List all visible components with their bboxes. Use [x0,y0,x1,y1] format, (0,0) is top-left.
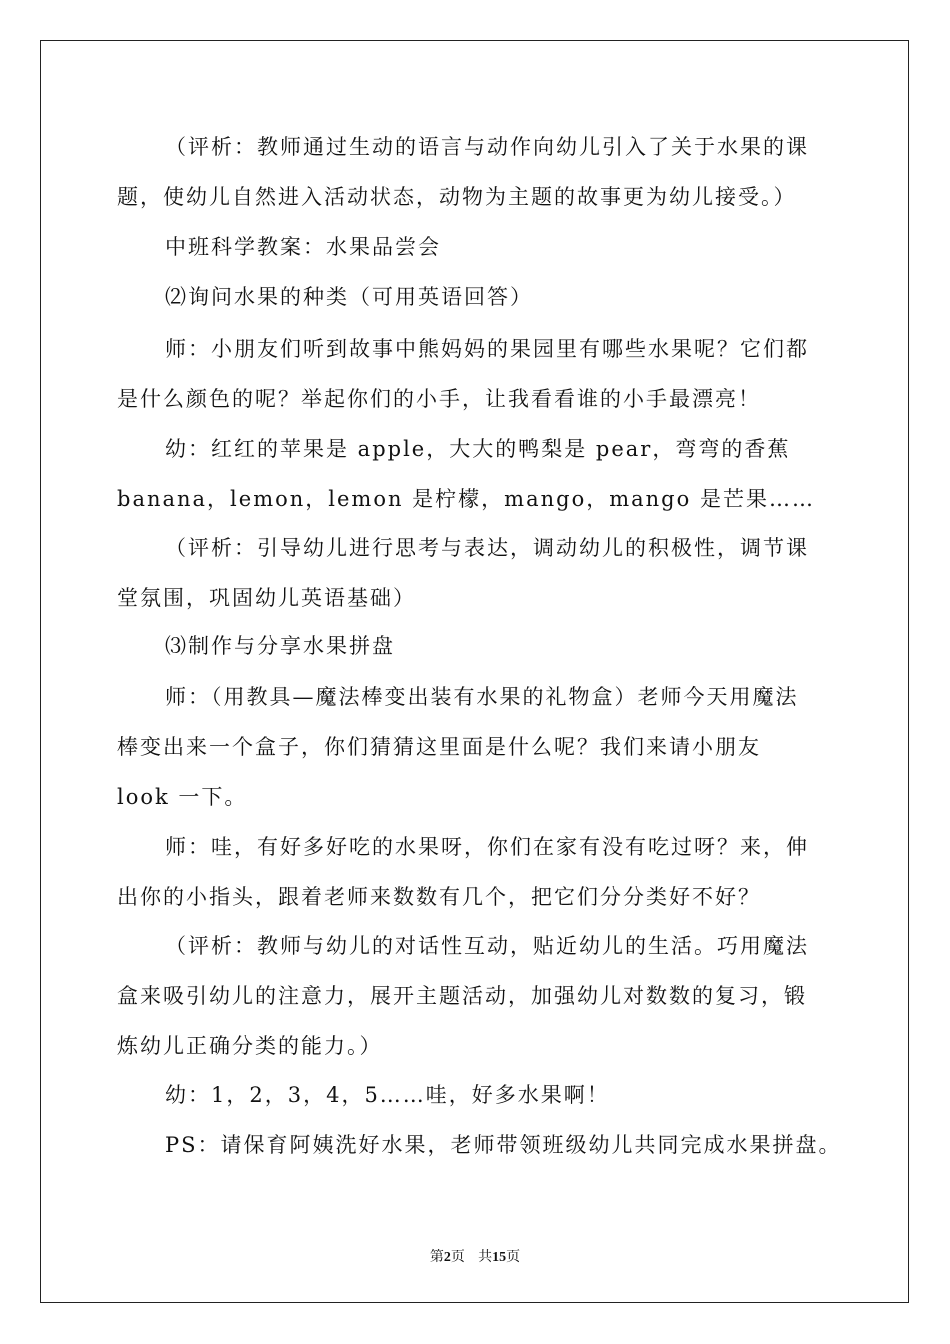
paragraph-teacher-magic-box [117,672,837,822]
paragraph-line: banana，lemon，lemon 是柠檬，mango，mango 是芒果…… [117,487,815,511]
paragraph-line: 题，使幼儿自然进入活动状态，动物为主题的故事更为幼儿接受。） [117,185,797,209]
footer-page-suffix: 页 [450,1249,465,1265]
paragraph-line: 是什么颜色的呢？举起你们的小手，让我看看谁的小手最漂亮！ [117,387,761,411]
paragraph-teacher-question [117,324,837,424]
paragraph-line: （评析：教师通过生动的语言与动作向幼儿引入了关于水果的课 [165,135,809,159]
paragraph-line: （评析：引导幼儿进行思考与表达，调动幼儿的积极性，调节课 [165,536,809,560]
paragraph-line: 幼：红红的苹果是 apple，大大的鸭梨是 pear，弯弯的香蕉 [165,437,791,461]
paragraph-line: 出你的小指头，跟着老师来数数有几个，把它们分分类好不好？ [117,885,761,909]
footer-total-pages: 15 [492,1250,507,1265]
paragraph-line: 师：（用教具—魔法棒变出装有水果的礼物盒）老师今天用魔法 [165,685,799,709]
paragraph-line: ⑶制作与分享水果拼盘 [165,634,395,658]
section-heading-2 [117,272,837,322]
paragraph-line: 堂氛围，巩固幼儿英语基础） [117,586,416,610]
footer-page-prefix: 第 [429,1249,444,1265]
paragraph-line: 盒来吸引幼儿的注意力，展开主题活动，加强幼儿对数数的复习，锻 [117,984,807,1008]
paragraph-line: 棒变出来一个盒子，你们猜猜这里面是什么呢？我们来请小朋友 [117,735,761,759]
paragraph-line: 中班科学教案：水果品尝会 [165,235,441,259]
paragraph-line: 幼：1，2，3，4，5……哇，好多水果啊！ [165,1083,610,1107]
footer-total-prefix: 共 [478,1249,493,1265]
paragraph-lesson-title [117,222,837,272]
paragraph-analysis-english [117,523,837,623]
paragraph-teacher-counting [117,822,837,922]
footer-total-suffix: 页 [506,1249,521,1265]
paragraph-line: 师：哇，有好多好吃的水果呀，你们在家有没有吃过呀？来，伸 [165,835,809,859]
paragraph-line: 师：小朋友们听到故事中熊妈妈的果园里有哪些水果呢？它们都 [165,337,809,361]
section-heading-3 [117,621,837,671]
page-footer [0,1246,950,1266]
paragraph-line: ⑵询问水果的种类（可用英语回答） [165,285,533,309]
paragraph-line: 炼幼儿正确分类的能力。） [117,1034,383,1058]
paragraph-line: PS：请保育阿姨洗好水果，老师带领班级幼儿共同完成水果拼盘。 [165,1133,842,1157]
paragraph-child-counting [117,1070,837,1120]
paragraph-line: look 一下。 [117,785,248,809]
paragraph-analysis-intro [117,122,837,222]
paragraph-child-answer [117,424,837,524]
paragraph-line: （评析：教师与幼儿的对话性互动，贴近幼儿的生活。巧用魔法 [165,934,809,958]
footer-current-page: 2 [443,1250,451,1265]
paragraph-analysis-interaction [117,921,837,1071]
paragraph-ps-note [117,1120,842,1170]
